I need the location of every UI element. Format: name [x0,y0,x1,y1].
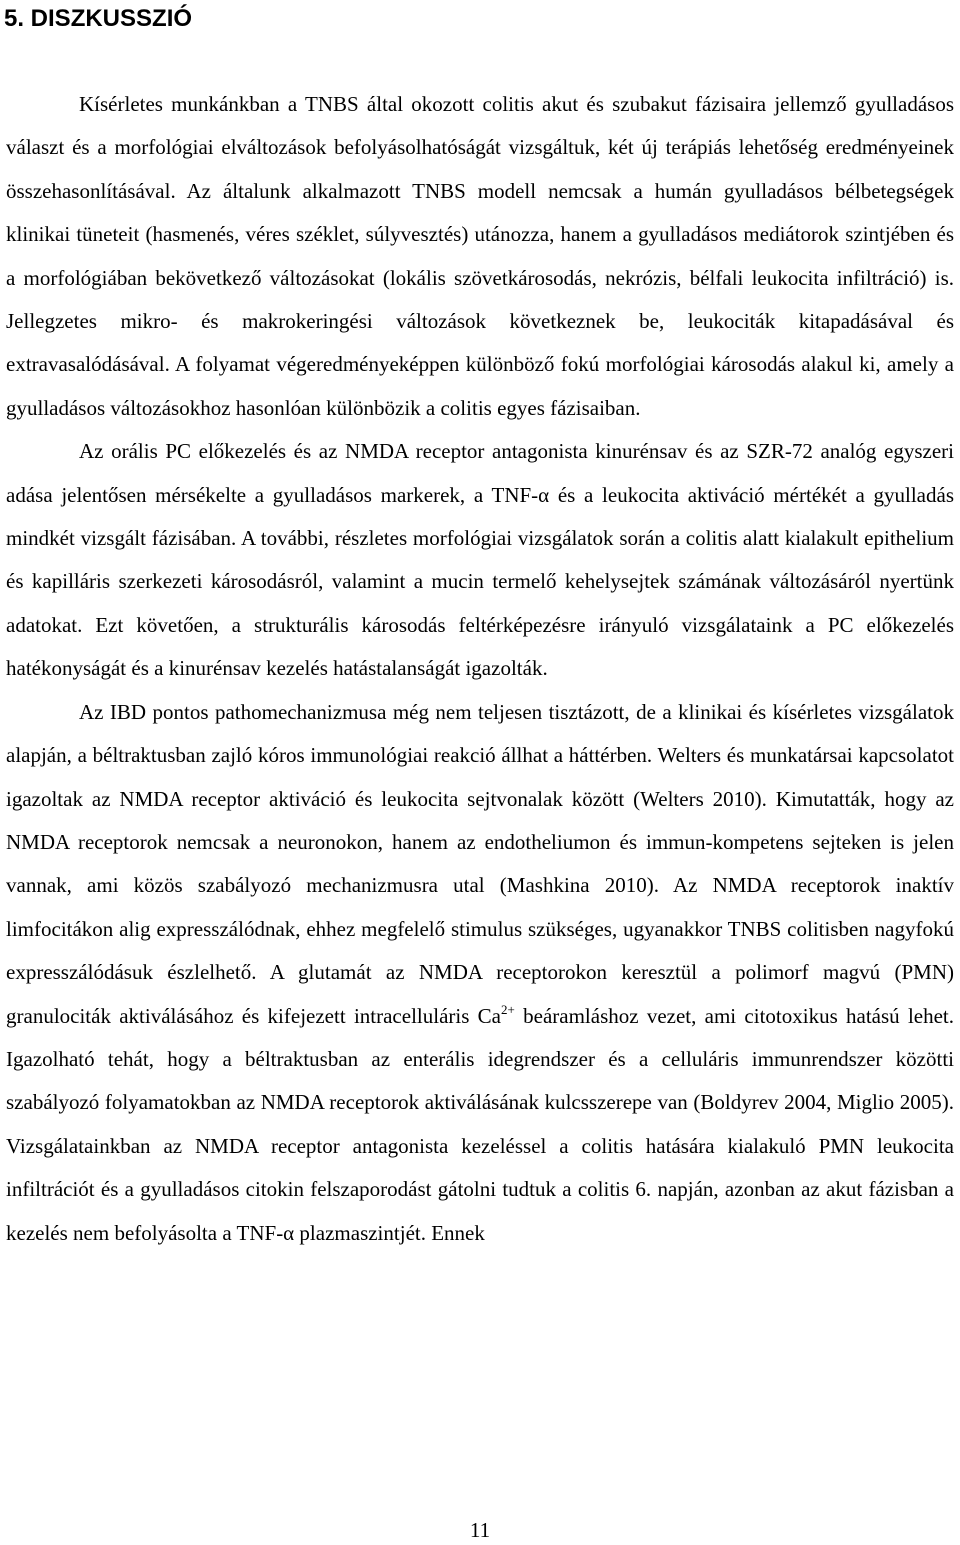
paragraph-2: Az orális PC előkezelés és az NMDA receptor antagonista kinurénsav és az SZR-72 analóg egyszeri adása jelentősen mérsékelte a gyulladásos markerek, a TNF-α és a leukocita aktiváció mértékét a gyulladás mindkét vizsgált fázisában. A további, részletes morfológiai vizsgálatok során a colitis alatt kialakult epithelium és kapilláris szerkezeti károsodásról, valamint a mucin termelő kehelysejtek számának változásáról nyertünk adatokat. Ezt követően, a strukturális károsodás feltérképezésre irányuló vizsgálataink a PC előkezelés hatékonyságát és a kinurénsav kezelés hatástalanságát igazolták. [6,439,954,681]
paragraph-3 [6,691,954,1255]
paragraph-3-text-end: beáramláshoz vezet, ami citotoxikus hatású lehet. Igazolható tehát, hogy a béltraktusban az enterális idegrendszer és a celluláris immunrendszer közötti szabályozó folyamatokban az NMDA receptorok aktiválásának kulcsszerepe van (Boldyrev 2004, Miglio 2005). Vizsgálatainkban az NMDA receptor antagonista kezeléssel a colitis hatására kialakuló PMN leukocita infiltrációt és a gyulladásos citokin felszaporodást gátolni tudtuk a colitis 6. napján, azonban az akut fázisban a kezelés nem befolyásolta a TNF-α plazmaszintjét. Ennek [6,1003,955,1245]
section-heading: 5. DISZKUSSZIÓ [4,5,193,32]
body-text [6,83,954,1255]
page-number: 11 [469,1518,491,1542]
paragraph-1: Kísérletes munkánkban a TNBS által okozott colitis akut és szubakut fázisaira jellemző gyulladásos választ és a morfológiai elváltozások befolyásolhatóságát vizsgáltuk, két új terápiás lehetőség eredményeinek összehasonlításával. Az általunk alkalmazott TNBS modell nemcsak a humán gyulladásos bélbetegségek klinikai tüneteit (hasmenés, véres széklet, súlyvesztés) utánozza, hanem a gyulladásos mediátorok szintjében és a morfológiában bekövetkező változásokat (lokális szövetkárosodás, nekrózis, bélfali leukocita infiltráció) is. Jellegzetes mikro- és makrokeringési változások következnek be, leukociták kitapadásával és extravasalódásával. A folyamat végeredményeképpen különböző fokú morfológiai károsodás alakul ki, amely a gyulladásos változásokhoz hasonlóan különbözik a colitis egyes fázisaiban. [6,92,954,420]
paragraph-3-text-start: Az IBD pontos pathomechanizmusa még nem teljesen tisztázott, de a klinikai és kísérletes vizsgálatok alapján, a béltraktusban zajló kóros immunológiai reakció állhat a háttérben. Welters és munkatársai kapcsolatot igazoltak az NMDA receptor aktiváció és leukocita sejtvonalak között (Welters 2010). Kimutatták, hogy az NMDA receptorok nemcsak a neuronokon, hanem az endotheliumon és immun-kompetens sejteken is jelen vannak, ami közös szabályozó mechanizmusra utal (Mashkina 2010). Az NMDA receptorok inaktív limfocitákon alig expresszálódnak, ehhez megfelelő stimulus szükséges, ugyanakkor TNBS colitisben nagyfokú expresszálódásuk észlelhető. A glutamát az NMDA receptorokon keresztül a polimorf magvú (PMN) granulociták aktiválásához és kifejezett intracelluláris Ca [6,699,954,1028]
superscript-charge: 2+ [501,1001,515,1017]
